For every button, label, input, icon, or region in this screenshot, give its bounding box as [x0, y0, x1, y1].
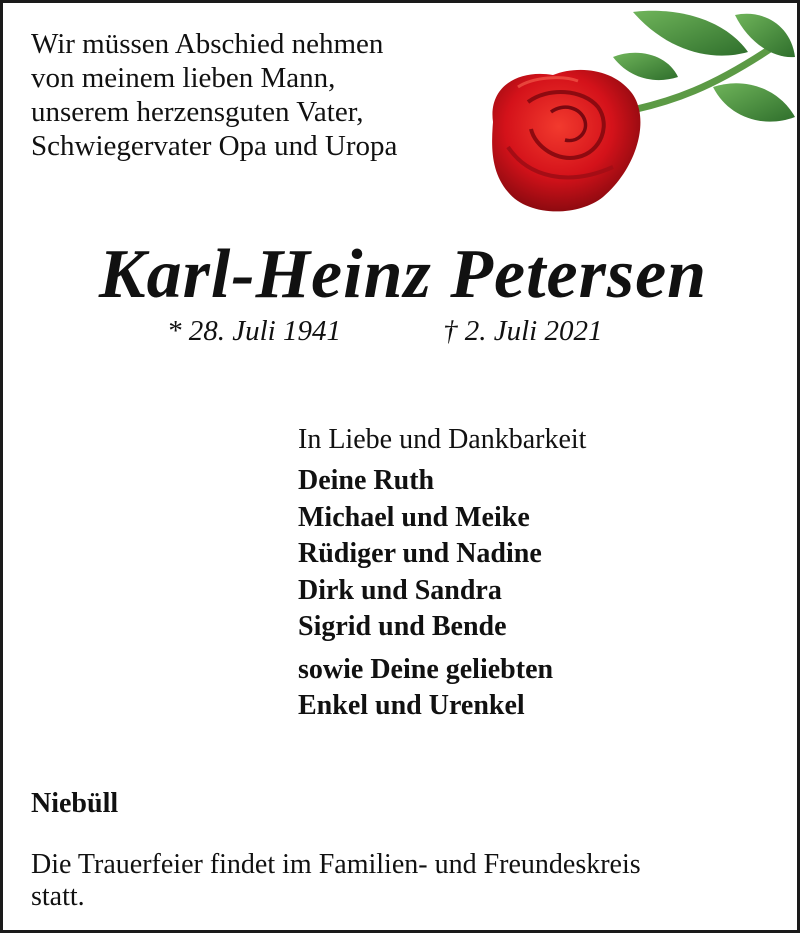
- deceased-name: Karl-Heinz Petersen: [98, 236, 708, 313]
- mourners-block: [298, 423, 586, 725]
- death-date: † 2. Juli 2021: [443, 315, 603, 347]
- mourner-name: Rüdiger und Nadine: [298, 538, 542, 569]
- notice-line: statt.: [31, 881, 85, 912]
- notice-line: Die Trauerfeier findet im Familien- und Freundeskreis: [31, 849, 641, 880]
- mourners-lead: In Liebe und Dankbarkeit: [298, 424, 587, 455]
- mourner-name: Deine Ruth: [298, 465, 435, 496]
- intro-line: Wir müssen Abschied nehmen: [31, 28, 384, 60]
- birth-date: * 28. Juli 1941: [167, 315, 341, 347]
- mourner-name: Dirk und Sandra: [298, 574, 502, 606]
- red-rose-icon: [473, 7, 797, 219]
- funeral-notice: [31, 849, 781, 913]
- intro-line: von meinem lieben Mann,: [31, 62, 336, 94]
- mourners-extra: [298, 652, 586, 725]
- mourner-name: Sigrid und Bende: [298, 611, 507, 642]
- mourner-name: Michael und Meike: [298, 501, 530, 533]
- mourner-names: [298, 463, 586, 646]
- place-name: Niebüll: [31, 788, 119, 819]
- mourners-extra-line: sowie Deine geliebten: [298, 653, 554, 685]
- mourners-extra-line: Enkel und Urenkel: [298, 690, 525, 721]
- intro-text: [31, 27, 397, 163]
- intro-line: Schwiegervater Opa und Uropa: [31, 130, 398, 162]
- intro-line: unserem herzensguten Vater,: [31, 96, 364, 128]
